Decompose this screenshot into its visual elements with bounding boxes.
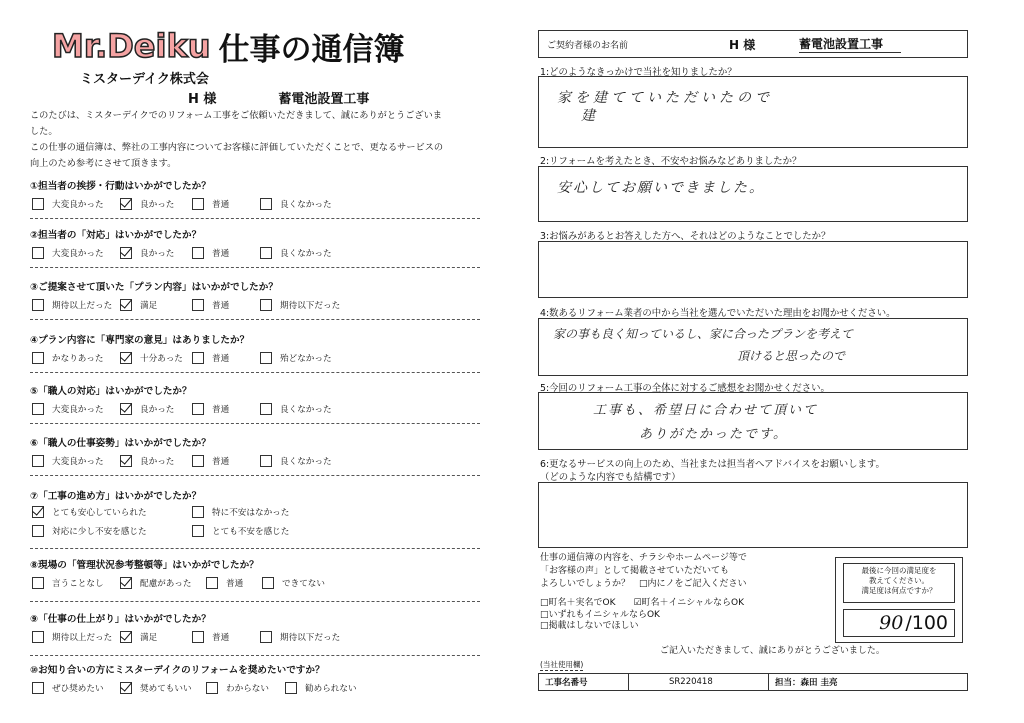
checkbox[interactable] <box>192 403 204 415</box>
publish-options[interactable] <box>540 598 744 633</box>
checkbox-checked[interactable] <box>120 577 132 589</box>
handwritten-answer: 頂けると思ったので <box>737 349 846 363</box>
checkbox[interactable] <box>260 455 272 467</box>
checkbox[interactable] <box>32 299 44 311</box>
checkbox-checked[interactable] <box>120 198 132 210</box>
option[interactable]: 良かった <box>120 198 174 210</box>
answer-box-5[interactable] <box>538 392 968 450</box>
option[interactable]: 良かった <box>120 247 174 259</box>
question-r6-note: （どのような内容でも結構です） <box>540 472 681 483</box>
score-field[interactable] <box>843 609 955 637</box>
company-name: ミスターデイク株式会 <box>80 72 209 87</box>
option[interactable]: 対応に少し不安を感じた <box>32 525 147 537</box>
checkbox[interactable] <box>192 631 204 643</box>
option[interactable]: 普通 <box>192 631 229 643</box>
divider <box>30 548 480 549</box>
checkbox[interactable] <box>32 352 44 364</box>
option[interactable]: 期待以下だった <box>260 631 340 643</box>
question-1 <box>30 178 490 214</box>
answer-box-3[interactable] <box>538 241 968 298</box>
option[interactable]: 期待以上だった <box>32 299 112 311</box>
name-label: ご契約者様のお名前 <box>547 40 629 51</box>
option[interactable]: 普通 <box>192 299 229 311</box>
option[interactable]: わからない <box>206 682 269 694</box>
intro-line: このたびは、ミスターデイクでのリフォーム工事をご依頼いただきまして、誠にありがとうございました。 <box>30 110 442 137</box>
project-name: 蓄電池設置工事 <box>278 92 370 107</box>
checkbox-checked[interactable] <box>120 682 132 694</box>
option[interactable]: 配慮があった <box>120 577 191 589</box>
option[interactable]: 普通 <box>206 577 243 589</box>
checkbox[interactable] <box>32 403 44 415</box>
question-r1: 1:どのようなきっかけで当社を知りましたか？ <box>540 67 737 78</box>
checkbox[interactable] <box>192 455 204 467</box>
question-6 <box>30 435 490 471</box>
question-3 <box>30 279 490 315</box>
option[interactable]: 殆どなかった <box>260 352 332 364</box>
checkbox[interactable] <box>285 682 297 694</box>
divider <box>30 372 480 373</box>
handwritten-answer: ありがたかったです。 <box>639 427 788 442</box>
option[interactable]: 良くなかった <box>260 247 332 259</box>
option[interactable]: 普通 <box>192 352 229 364</box>
option[interactable]: 満足 <box>120 631 157 643</box>
checkbox-checked[interactable] <box>32 506 44 518</box>
publish-option[interactable]: □町名＋実名でOK ☑町名＋イニシャルならOK <box>540 598 745 608</box>
divider <box>30 475 480 476</box>
publish-consent-text: 仕事の通信簿の内容を、チラシやホームページ等で 「お客様の声」として掲載させていただいても よろしいでしょうか？ □内にノをご記入ください <box>540 553 747 589</box>
checkbox[interactable] <box>192 299 204 311</box>
satisfaction-score-box <box>835 557 963 643</box>
option[interactable]: とても安心していられた <box>32 506 147 518</box>
option[interactable]: 良くなかった <box>260 403 332 415</box>
answer-box-4[interactable] <box>538 318 968 376</box>
brand-logo: Mr.Deiku <box>52 27 211 65</box>
checkbox[interactable] <box>260 631 272 643</box>
checkbox-checked[interactable] <box>120 352 132 364</box>
option[interactable]: かなりあった <box>32 352 103 364</box>
checkbox[interactable] <box>32 631 44 643</box>
option[interactable]: 普通 <box>192 455 229 467</box>
option[interactable]: 大変良かった <box>32 455 104 467</box>
question-title: ②担当者の「対応」はいかがでしたか？ <box>30 230 202 241</box>
question-title: ⑤「職人の対応」はいかがでしたか？ <box>30 386 192 397</box>
contract-name-box <box>538 30 968 58</box>
checkbox[interactable] <box>260 352 272 364</box>
question-title: ⑦「工事の進め方」はいかがでしたか？ <box>30 491 202 502</box>
question-r3: 3:お悩みがあるとお答えした方へ、それはどのようなことでしたか？ <box>540 231 831 242</box>
question-title: ⑧現場の「管理状況参考整頓等」はいかがでしたか？ <box>30 560 259 571</box>
publish-option[interactable]: □掲載はしないでほしい <box>540 621 639 631</box>
option[interactable]: 普通 <box>192 403 229 415</box>
option[interactable]: 普通 <box>192 198 229 210</box>
option[interactable]: ぜひ奨めたい <box>32 682 104 694</box>
option[interactable]: 満足 <box>120 299 157 311</box>
intro-line: 向上のため参考にさせて頂きます。 <box>30 158 177 169</box>
office-use-table <box>538 673 968 691</box>
checkbox[interactable] <box>32 525 44 537</box>
question-9 <box>30 611 490 647</box>
option[interactable]: 言うことなし <box>32 577 104 589</box>
question-r2: 2:リフォームを考えたとき、不安やお悩みなどありましたか？ <box>540 156 802 167</box>
divider <box>30 319 480 320</box>
publish-option[interactable]: □いずれもイニシャルならOK <box>540 609 660 620</box>
checkbox[interactable] <box>206 577 218 589</box>
checkbox[interactable] <box>260 403 272 415</box>
handwritten-answer: 建 <box>581 108 595 124</box>
option[interactable]: 期待以下だった <box>260 299 340 311</box>
handwritten-answer: 工事も、希望日に合わせて頂いて <box>593 403 819 418</box>
question-r6: 6:更なるサービスの向上のため、当社または担当者へアドバイスをお願いします。 <box>540 459 885 470</box>
question-10 <box>30 662 490 698</box>
option[interactable]: とても不安を感じた <box>192 525 289 537</box>
question-title: ⑥「職人の仕事姿勢」はいかがでしたか？ <box>30 438 211 449</box>
checkbox[interactable] <box>32 247 44 259</box>
option[interactable]: 勧められない <box>285 682 357 694</box>
question-title: ④プラン内容に「専門家の意見」はありましたか？ <box>30 335 250 346</box>
option[interactable]: できてない <box>262 577 325 589</box>
divider <box>30 423 480 424</box>
checkbox-checked[interactable] <box>120 299 132 311</box>
checkbox-checked[interactable] <box>120 631 132 643</box>
option[interactable]: 大変良かった <box>32 247 104 259</box>
customer-name: H 様 <box>188 92 217 107</box>
option[interactable]: 良かった <box>120 455 174 467</box>
checkbox[interactable] <box>192 198 204 210</box>
score-value: 90 <box>879 612 904 634</box>
checkbox[interactable] <box>260 299 272 311</box>
question-r5: 5:今回のリフォーム工事の全体に対するご感想をお聞かせください。 <box>540 383 830 394</box>
checkbox-checked[interactable] <box>120 247 132 259</box>
question-4 <box>30 332 490 368</box>
checkbox[interactable] <box>32 682 44 694</box>
divider <box>30 655 480 656</box>
thanks-message: ご記入いただきまして、誠にありがとうございました。 <box>660 646 885 656</box>
checkbox[interactable] <box>32 577 44 589</box>
question-title: ⑨「仕事の仕上がり」はいかがでしたか？ <box>30 614 211 625</box>
option[interactable]: 大変良かった <box>32 198 104 210</box>
handwritten-answer: 安心してお願いできました。 <box>557 180 765 196</box>
divider <box>30 601 480 602</box>
question-2 <box>30 227 490 263</box>
checkbox[interactable] <box>192 525 204 537</box>
question-5 <box>30 383 490 419</box>
customer-name: H 様 <box>729 37 756 52</box>
checkbox[interactable] <box>192 247 204 259</box>
score-question: 最後に今回の満足度を 教えてください。 満足度は何点ですか？ <box>843 563 955 603</box>
checkbox[interactable] <box>192 506 204 518</box>
option[interactable]: 特に不安はなかった <box>192 506 289 518</box>
intro-line: この仕事の通信簿は、弊社の工事内容についてお客様に評価していただくことで、更なるサービスの <box>30 142 444 153</box>
question-title: ⑩お知り合いの方にミスターデイクのリフォームを奨めたいですか？ <box>30 665 325 676</box>
answer-box-2[interactable] <box>538 166 968 222</box>
option[interactable]: 良くなかった <box>260 455 332 467</box>
work-name: 蓄電池設置工事 <box>799 35 901 53</box>
intro-text <box>30 108 450 172</box>
document-title: 仕事の通信簿 <box>218 31 405 68</box>
checkbox[interactable] <box>32 198 44 210</box>
logo <box>52 27 405 68</box>
option[interactable]: 大変良かった <box>32 403 104 415</box>
option[interactable]: 良かった <box>120 403 174 415</box>
checkbox[interactable] <box>192 352 204 364</box>
option[interactable]: 奨めてもいい <box>120 682 192 694</box>
question-title: ③ご提案させて頂いた「プラン内容」はいかがでしたか？ <box>30 282 278 293</box>
checkbox[interactable] <box>262 577 274 589</box>
work-number-label: 工事名番号 <box>539 674 629 690</box>
option[interactable]: 十分あった <box>120 352 183 364</box>
question-r4: 4:数あるリフォーム業者の中から当社を選んでいただいた理由をお聞かせください。 <box>540 308 896 319</box>
customer-row <box>188 88 369 107</box>
checkbox[interactable] <box>32 455 44 467</box>
divider <box>30 218 480 219</box>
checkbox-checked[interactable] <box>120 403 132 415</box>
answer-box-6[interactable] <box>538 482 968 548</box>
option[interactable]: 期待以上だった <box>32 631 112 643</box>
staff-name: 担当：森田 圭亮 <box>775 678 838 688</box>
handwritten-answer: 家を建てていただいたので <box>557 90 773 106</box>
divider <box>30 267 480 268</box>
question-7 <box>30 488 490 542</box>
question-8 <box>30 557 490 593</box>
work-number: SR220418 <box>629 674 769 690</box>
checkbox-checked[interactable] <box>120 455 132 467</box>
handwritten-answer: 家の事も良く知っているし、家に合ったプランを考えて <box>553 327 854 341</box>
checkbox[interactable] <box>206 682 218 694</box>
checkbox[interactable] <box>260 247 272 259</box>
option[interactable]: 普通 <box>192 247 229 259</box>
office-use-label: (当社使用欄) <box>540 660 584 669</box>
checkbox[interactable] <box>260 198 272 210</box>
score-max: /100 <box>905 612 948 634</box>
question-title: ①担当者の挨拶・行動はいかがでしたか？ <box>30 181 211 192</box>
option[interactable]: 良くなかった <box>260 198 332 210</box>
answer-box-1[interactable] <box>538 76 968 148</box>
